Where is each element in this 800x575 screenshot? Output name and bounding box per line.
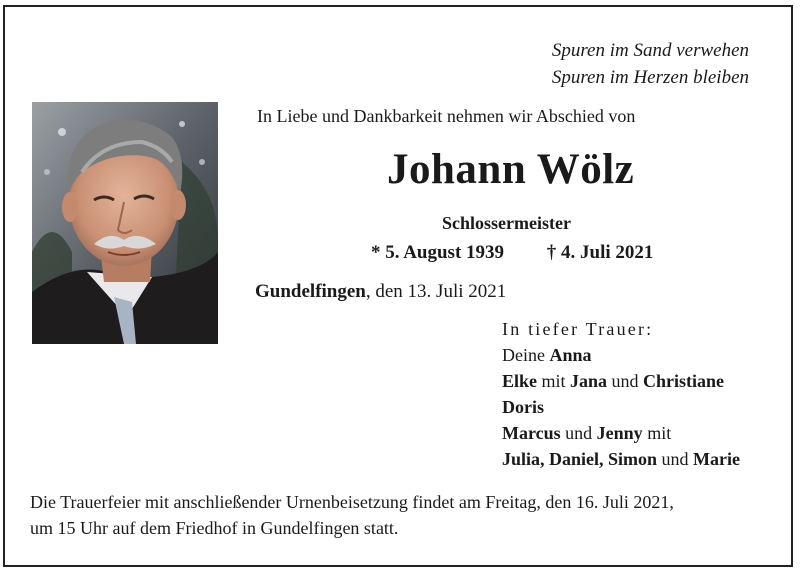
mourner-name: Jana — [570, 371, 608, 391]
ceremony-notice — [30, 489, 674, 541]
mourner-line — [502, 420, 740, 446]
mourner-name: Jenny — [596, 423, 643, 443]
mourner-name: Marcus — [502, 423, 561, 443]
portrait-photo — [32, 102, 218, 344]
mourner-line — [502, 394, 740, 420]
place-and-date — [255, 281, 506, 303]
mourner-name: Julia, Daniel, Simon — [502, 449, 658, 469]
mourner-name: Doris — [502, 397, 544, 417]
mourner-line — [502, 342, 740, 368]
deceased-name: Johann Wölz — [387, 146, 635, 193]
obituary-card — [3, 5, 793, 567]
birth-date: * 5. August 1939 — [371, 242, 505, 263]
mourner-name: Christiane — [643, 371, 725, 391]
mourner-separator: und — [607, 371, 644, 391]
place-name: Gundelfingen — [255, 281, 366, 302]
deceased-profession: Schlossermeister — [442, 213, 571, 233]
motto-line-1: Spuren im Sand verwehen — [551, 40, 749, 61]
farewell-intro: In Liebe und Dankbarkeit nehmen wir Abschied von — [257, 106, 636, 126]
mourner-separator: und — [560, 423, 597, 443]
ceremony-line-1: Die Trauerfeier mit anschließender Urnenbeisetzung findet am Freitag, den 16. Juli 2021, — [30, 492, 674, 512]
death-date: † 4. Juli 2021 — [546, 242, 654, 263]
mourner-line — [502, 446, 740, 472]
mourner-line — [502, 368, 740, 394]
motto — [552, 37, 749, 91]
mourners-block — [502, 316, 740, 472]
mourner-name: Anna — [549, 345, 592, 365]
mourner-separator: mit — [537, 371, 571, 391]
life-dates — [371, 242, 653, 264]
mourner-prefix: Deine — [502, 345, 550, 365]
mourning-heading: In tiefer Trauer: — [502, 319, 654, 339]
notice-date: , den 13. Juli 2021 — [365, 281, 507, 302]
mourner-separator: und — [657, 449, 694, 469]
ceremony-line-2: um 15 Uhr auf dem Friedhof in Gundelfingen statt. — [30, 518, 399, 538]
mourner-name: Elke — [502, 371, 538, 391]
mourner-name: Marie — [693, 449, 740, 469]
mourner-separator: mit — [642, 423, 672, 443]
motto-line-2: Spuren im Herzen bleiben — [551, 67, 749, 88]
